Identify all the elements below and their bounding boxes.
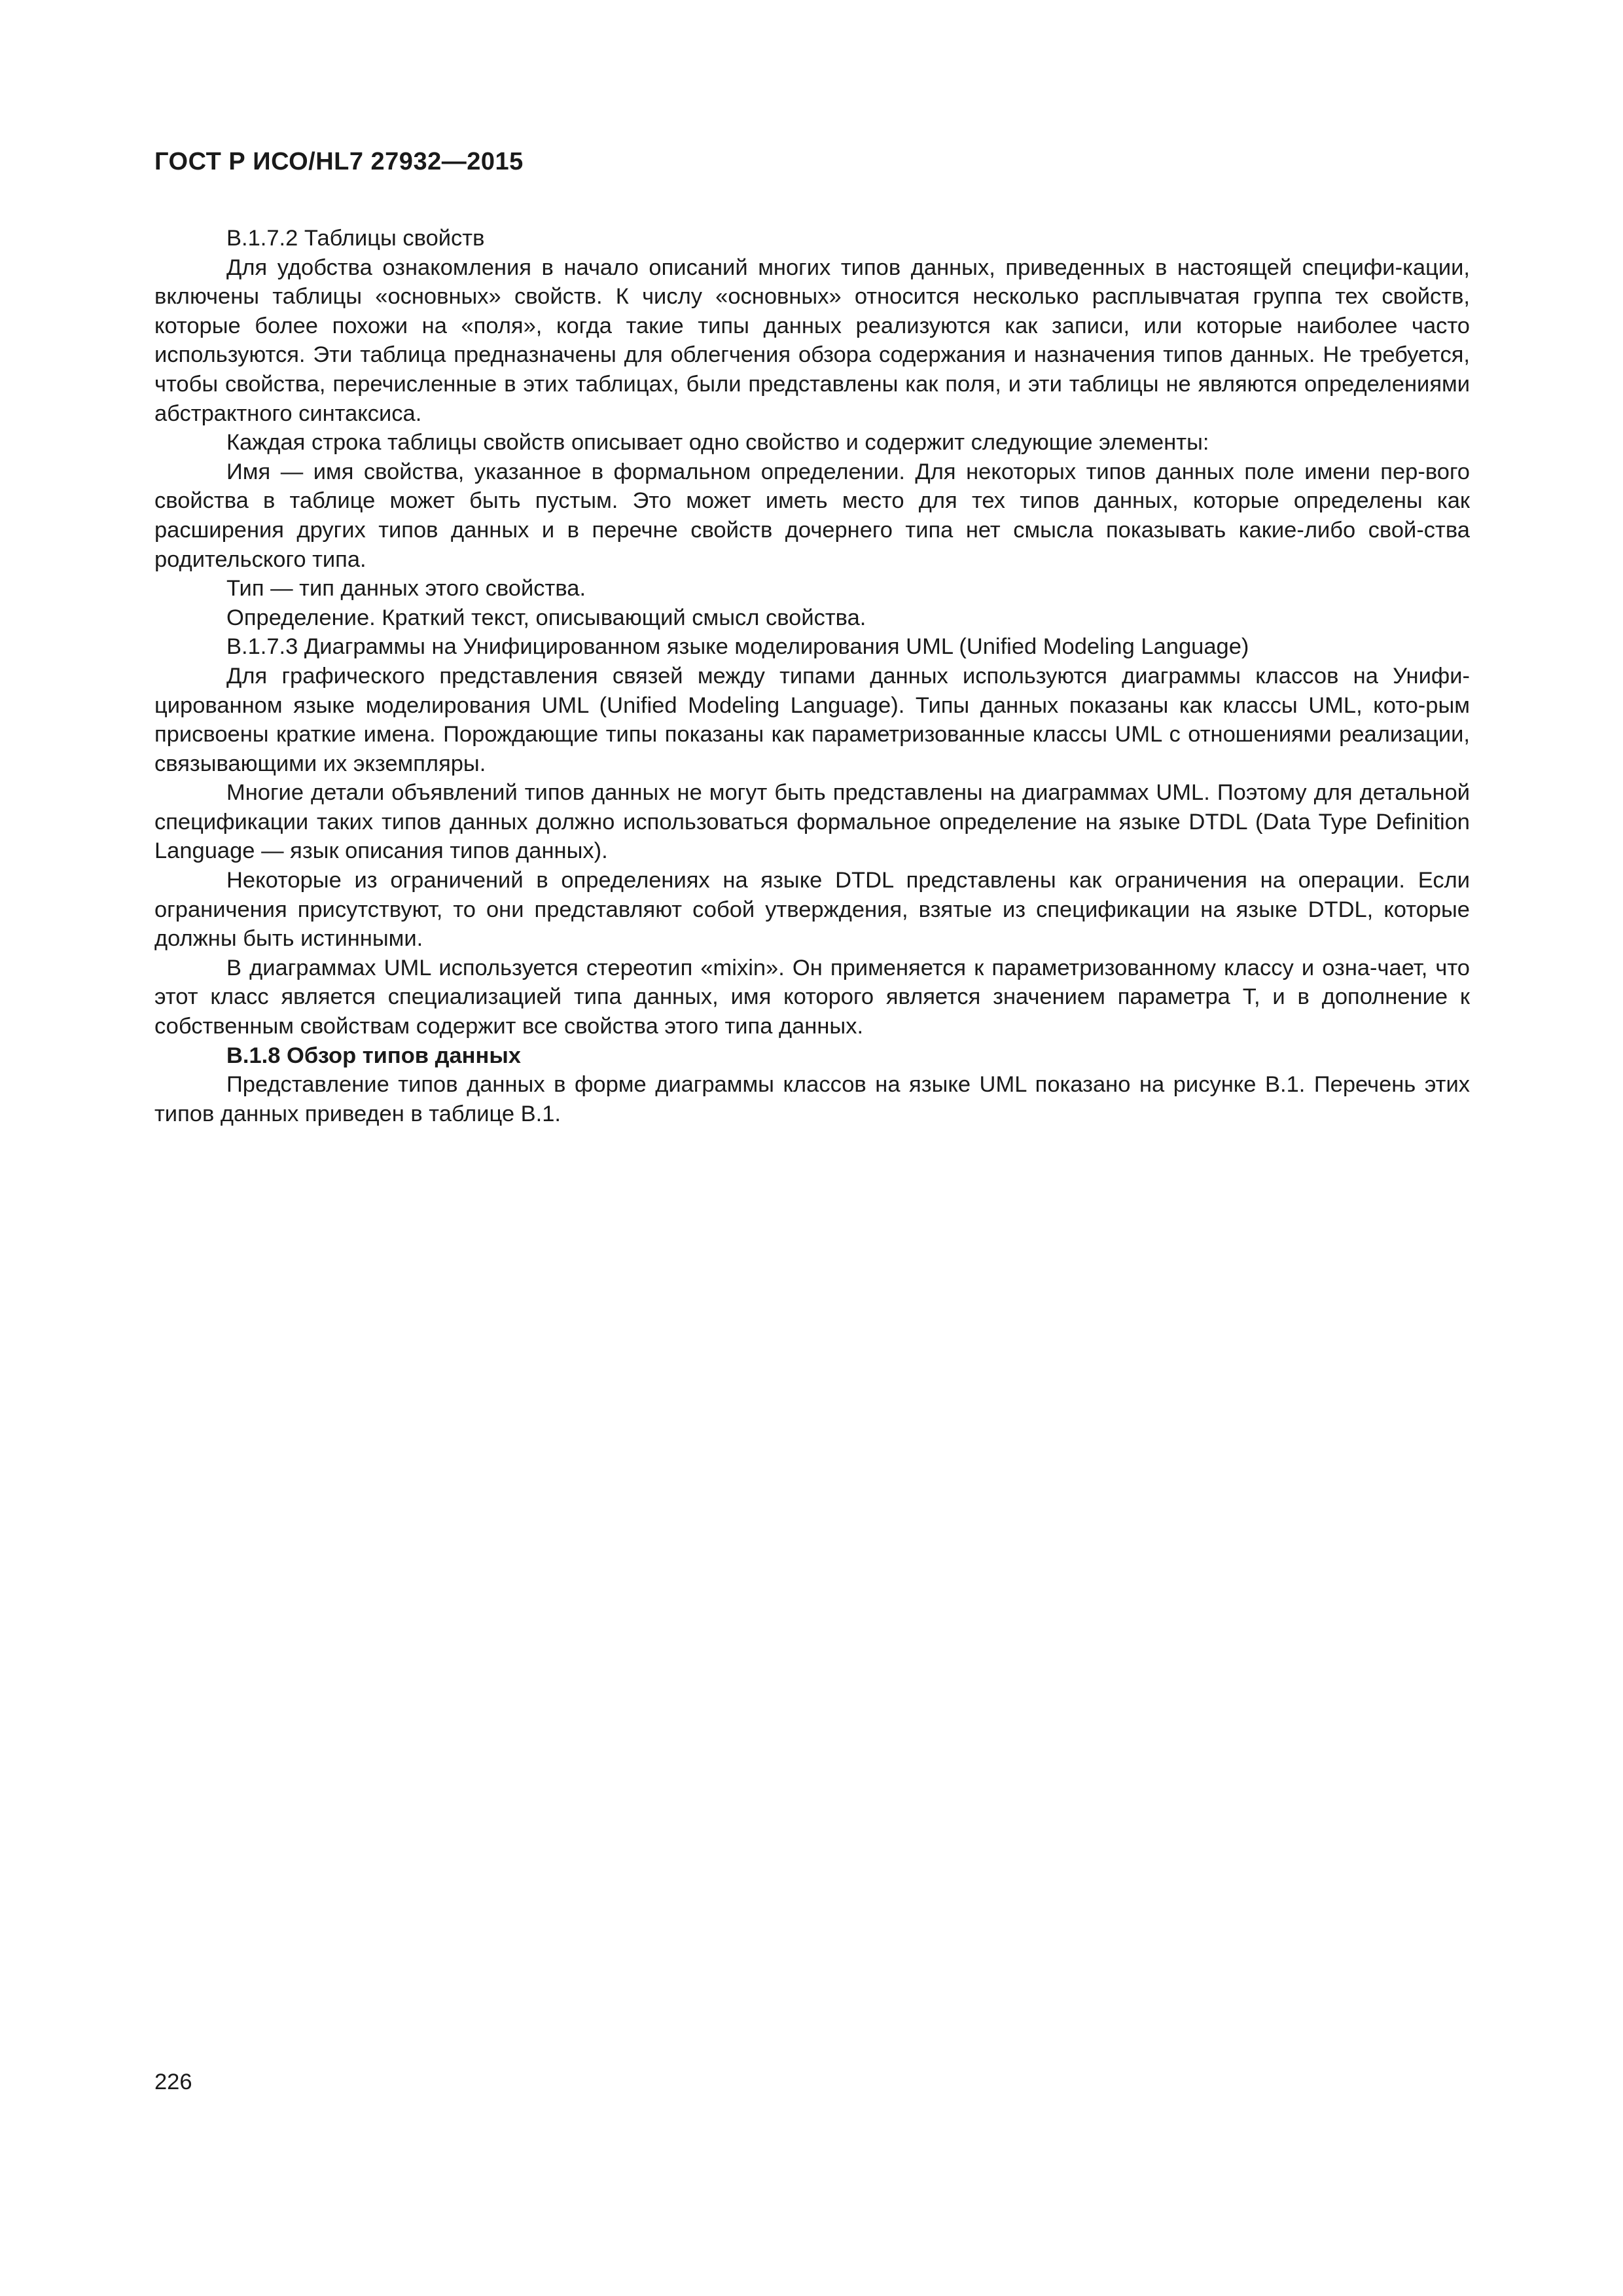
paragraph-uml-diagrams: Для графического представления связей между типами данных используются диаграммы классов на Унифи-цированном языке моделирования UML (Unified Modeling Language). Типы данных показаны как классы UML, кото-рым присвоены краткие имена. Порождающие типы показаны как параметризованные классы UML с отношениями реализации, связывающими их экземпляры. [154,663,1470,776]
subsection-heading-b-1-7-3: В.1.7.3 Диаграммы на Унифицированном языке моделирования UML (Unified Modeling Language) [226,634,1249,660]
document-header: ГОСТ Р ИСО/HL7 27932—2015 [154,148,524,175]
paragraph-table-row-elements: Каждая строка таблицы свойств описывает одно свойство и содержит следующие элементы: [226,430,1209,456]
paragraph-dtdl: Многие детали объявлений типов данных не могут быть представлены на диаграммах UML. Поэтому для детальной спецификации таких типов данных должно использоваться формальное определение на языке DTDL (Data Type Definition Language — язык описания типов данных). [154,780,1470,864]
page-number: 226 [154,2070,192,2094]
paragraph-type-element: Тип — тип данных этого свойства. [226,576,586,601]
paragraph-definition-element: Определение. Краткий текст, описывающий смысл свойства. [226,605,866,630]
paragraph-mixin: В диаграммах UML используется стереотип «mixin». Он применяется к параметризованному классу и озна-чает, что этот класс является специализацией типа данных, имя которого является значением параметра T, и в дополнение к собственным свойствам содержит все свойства этого типа данных. [154,955,1470,1039]
paragraph-tables-intro: Для удобства ознакомления в начало описаний многих типов данных, приведенных в настоящей специфи-кации, включены таблицы «основных» свойств. К числу «основных» относится несколько расплывчатая группа тех свойств, которые более похожи на «поля», когда такие типы данных реализуются как записи, или которые наиболее часто используются. Эти таблица предназначены для облегчения обзора содержания и назначения типов данных. Не требуется, чтобы свойства, перечисленные в этих таблицах, были представлены как поля, и эти таблицы не являются определениями абстрактного синтаксиса. [154,255,1470,426]
paragraph-constraints: Некоторые из ограничений в определениях на языке DTDL представлены как ограничения на операции. Если ограничения присутствуют, то они представляют собой утверждения, взятые из спецификации на языке DTDL, которые должны быть истинными. [154,868,1470,952]
section-heading-b-1-8: В.1.8 Обзор типов данных [226,1043,521,1068]
paragraph-name-element: Имя — имя свойства, указанное в формальном определении. Для некоторых типов данных поле имени пер-вого свойства в таблице может быть пустым. Это может иметь место для тех типов данных, которые определены как расширения других типов данных и в перечне свойств дочернего типа нет смысла показывать какие-либо свой-ства родительского типа. [154,459,1470,572]
paragraph-overview: Представление типов данных в форме диаграммы классов на языке UML показано на рисунке В.1. Перечень этих типов данных приведен в таблице В.1. [154,1072,1470,1126]
subsection-heading-b-1-7-2: В.1.7.2 Таблицы свойств [226,226,485,251]
document-body [154,224,1470,1128]
